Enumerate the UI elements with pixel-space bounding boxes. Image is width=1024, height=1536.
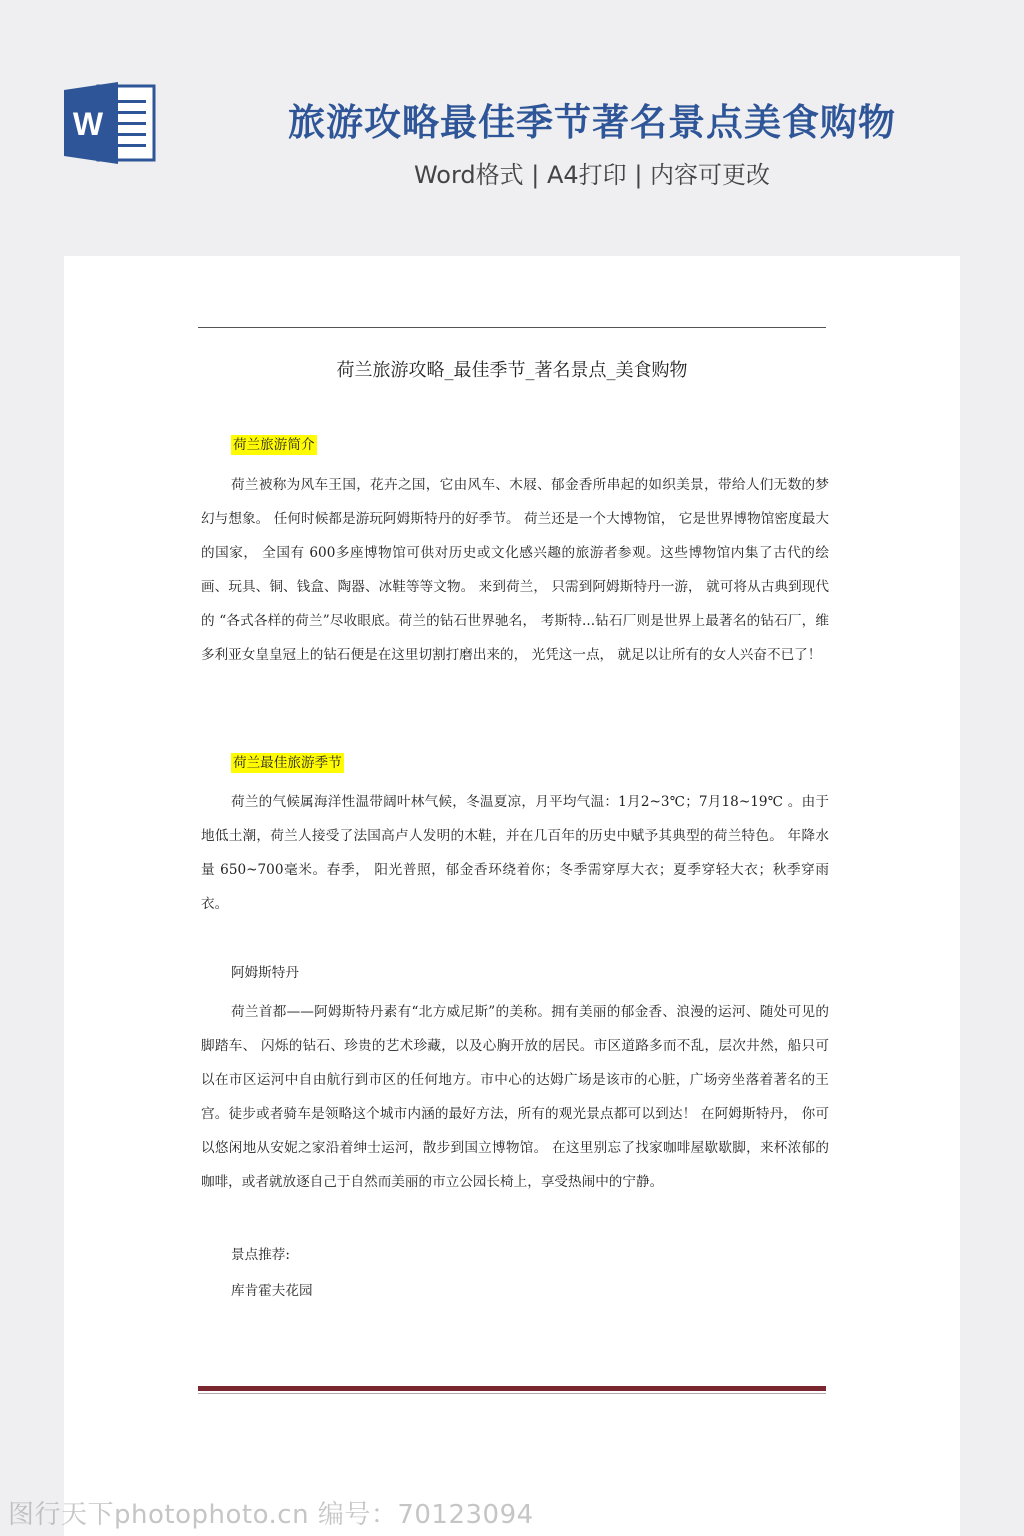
- section-heading-intro: [231, 434, 317, 456]
- banner-subtitle: Word格式 | A4打印 | 内容可更改: [413, 161, 771, 189]
- section-body-intro: 荷兰被称为风车王国，花卉之国，它由风车、木屐、郁金香所串起的如织美景，带给人们无数的梦幻与想象。 任何时候都是游玩阿姆斯特丹的好季节。 荷兰还是一个大博物馆， 它是世界博物馆密度最大的国家， 全国有 600多座博物馆可供对历史或文化感兴趣的旅游者参观。这些博物馆内集了古代的绘画、玩具、铜、钱盒、陶器、冰鞋等等文物。 来到荷兰， 只需到阿姆斯特丹一游， 就可将从古典到现代的 “各式各样的荷兰”尽收眼底。荷兰的钻石世界驰名， 考斯特...钻石厂则是世界上最著名的钻石厂，维多利亚女皇皇冠上的钻石便是在这里切割打磨出来的， 光凭这一点， 就足以让所有的女人兴奋不已了！: [201, 477, 829, 663]
- watermark-text: 图行天下photophoto.cn 编号：70123094: [8, 1500, 534, 1530]
- header-banner: [0, 0, 1024, 230]
- section-body-season: 荷兰的气候属海洋性温带阔叶林气候，冬温夏凉，月平均气温：1月2~3℃；7月18~19℃ 。由于地低土潮，荷兰人接受了法国高卢人发明的木鞋，并在几百年的历史中赋予其典型的荷兰特色。 年降水量 650~700毫米。春季， 阳光普照，郁金香环绕着你；冬季需穿厚大衣；夏季穿轻大衣；秋季穿雨衣。: [201, 794, 829, 912]
- section-heading-label: 荷兰旅游简介: [233, 437, 315, 453]
- section-heading-season: [231, 752, 344, 774]
- section-heading-amsterdam: 阿姆斯特丹: [231, 965, 299, 981]
- word-icon-letter: W: [72, 106, 104, 142]
- recommend-label: 景点推荐:: [231, 1247, 290, 1263]
- word-icon: [64, 80, 156, 166]
- banner-title: 旅游攻略最佳季节著名景点美食购物: [288, 101, 896, 144]
- footer-rule-thin: [198, 1393, 826, 1394]
- document-title: 荷兰旅游攻略_最佳季节_著名景点_美食购物: [336, 360, 688, 381]
- footer-rule: [198, 1386, 826, 1391]
- section-heading-label: 荷兰最佳旅游季节: [233, 755, 342, 771]
- section-body-amsterdam: 荷兰首都——阿姆斯特丹素有“北方威尼斯”的美称。拥有美丽的郁金香、浪漫的运河、随处可见的脚踏车、 闪烁的钻石、珍贵的艺术珍藏，以及心胸开放的居民。市区道路多而不乱，层次井然，船只可以在市区运河中自由航行到市区的任何地方。市中心的达姆广场是该市的心脏，广场旁坐落着著名的王宫。徒步或者骑车是领略这个城市内涵的最好方法，所有的观光景点都可以到达！ 在阿姆斯特丹， 你可以悠闲地从安妮之家沿着绅士运河，散步到国立博物馆。 在这里别忘了找家咖啡屋歇歇脚，来杯浓郁的咖啡，或者就放逐自己于自然而美丽的市立公园长椅上，享受热闹中的宁静。: [201, 1004, 829, 1190]
- recommend-item: 库肯霍夫花园: [231, 1283, 313, 1299]
- top-rule: [198, 327, 826, 328]
- document-page: [64, 256, 960, 1536]
